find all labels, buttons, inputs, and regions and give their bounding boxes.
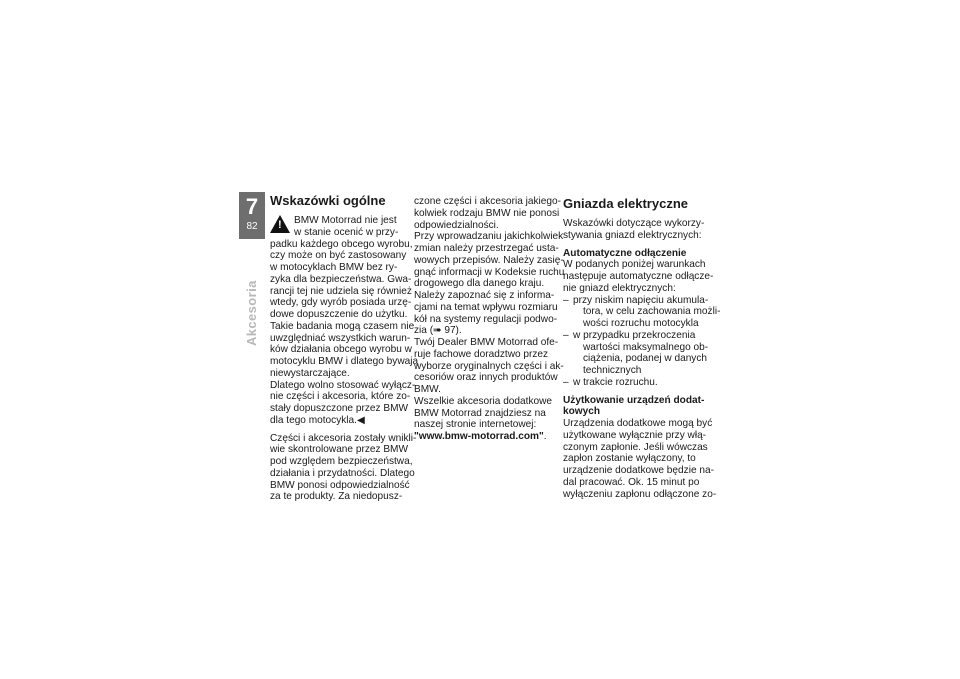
- text-line: niewystarczające.: [270, 367, 350, 379]
- text-line: następuje automatyczne odłącze-: [563, 271, 714, 282]
- text-line: uwzględniać wszystkich warun-: [270, 332, 411, 344]
- text-line: dal pracować. Ok. 15 minut po: [563, 476, 700, 488]
- cross-reference-line: zia (➠ 97).: [414, 325, 462, 337]
- text-line: naszej stronie internetowej:: [414, 419, 537, 431]
- bullet-line: technicznych: [583, 365, 642, 376]
- text-line: wyłączeniu zapłonu odłączone zo-: [563, 488, 717, 500]
- text-line: urządzenie dodatkowe będzie na-: [563, 465, 714, 476]
- text-line: kolwiek rodzaju BMW nie ponosi: [414, 207, 560, 219]
- text-line: zmian należy przestrzegać usta-: [414, 243, 559, 254]
- bullet-line: w trakcie rozruchu.: [573, 376, 658, 388]
- text-line: Urządzenia dodatkowe mogą być: [563, 418, 713, 429]
- text-line: BMW ponosi odpowiedzialność: [270, 479, 410, 491]
- text-line: nie części i akcesoria, które zo-: [270, 391, 411, 403]
- subheading-line: Użytkowanie urządzeń dodat-: [563, 394, 705, 406]
- text-line: ków działania obcego wyrobu w: [270, 344, 412, 356]
- text-line: Wskazówki dotyczące wykorzy-: [563, 218, 705, 229]
- text-line: w motocyklach BMW bez ry-: [270, 262, 398, 273]
- text-line: dowe dopuszczenie do użytku.: [270, 309, 408, 320]
- chapter-number: 7: [245, 194, 259, 219]
- text-line: wie skontrolowane przez BMW: [270, 444, 408, 456]
- text-line: Wszelkie akcesoria dodatkowe: [414, 395, 553, 407]
- bullet-line: tora, w celu zachowania możli-: [583, 306, 721, 318]
- subheading-line: kowych: [563, 406, 601, 418]
- text-line: czonym zapłonie. Jeśli wówczas: [563, 441, 708, 453]
- bullet-line: wości rozruchu motocykla: [583, 318, 699, 329]
- warning-block: [270, 215, 410, 239]
- text-line: stały dopuszczone przez BMW: [270, 403, 409, 414]
- subheading-accessory-use: [563, 395, 703, 419]
- warning-exclamation-icon: !: [278, 219, 282, 231]
- text-line: gnąć informacji w Kodeksie ruchu: [414, 266, 565, 278]
- bullet-line: w przypadku przekroczenia: [573, 329, 696, 341]
- list-item: [563, 294, 721, 330]
- text-line: rancji tej nie udziela się również: [270, 285, 412, 297]
- bullet-dash: –: [563, 376, 569, 388]
- warning-paragraph: [270, 238, 419, 427]
- url-line: [414, 431, 556, 443]
- text-line: nie gniazd elektrycznych:: [563, 282, 676, 294]
- text-line: Twój Dealer BMW Motorrad ofe-: [414, 337, 559, 348]
- text-line: zyka dla bezpieczeństwa. Gwa-: [270, 273, 412, 285]
- text-line: W podanych poniżej warunkach: [563, 259, 706, 271]
- page-number: 82: [246, 221, 258, 232]
- warning-line: BMW Motorrad nie jest: [294, 215, 397, 226]
- column-continuation: [414, 196, 565, 443]
- text-line: drogowego dla danego kraju.: [414, 278, 545, 290]
- text-line: BMW Motorrad znajdziesz na: [414, 407, 546, 419]
- bullet-line: ciążenia, podanej w danych: [583, 353, 708, 365]
- text-line: Dlatego wolno stosować wyłącz-: [270, 379, 416, 391]
- text-line: cesoriów oraz innych produktów: [414, 372, 558, 384]
- text-line: pod względem bezpieczeństwa,: [270, 456, 413, 467]
- text-line: działania i przydatności. Dlatego: [270, 467, 415, 479]
- text-line: Należy zapoznać się z informa-: [414, 290, 555, 301]
- text-line: dla tego motocykla.◀: [270, 414, 365, 426]
- text-line: BMW.: [414, 384, 441, 395]
- text-line: użytkowane wyłącznie przy włą-: [563, 429, 707, 441]
- text-line: padku każdego obcego wyrobu,: [270, 238, 413, 250]
- text-line: Części i akcesoria zostały wnikli-: [270, 432, 417, 444]
- text-line: wowych przepisów. Należy zasię-: [414, 254, 564, 266]
- text-line: wtedy, gdy wyrób posiada urzę-: [270, 297, 412, 309]
- heading-general-notes: Wskazówki ogólne: [270, 193, 386, 208]
- bullet-line: wartości maksymalnego ob-: [583, 341, 709, 353]
- text-line: zapłon zostanie wyłączony, to: [563, 453, 696, 465]
- text-line: czy może on być zastosowany: [270, 250, 407, 262]
- intro-paragraph: [563, 218, 703, 242]
- text-line: wyborze oryginalnych części i ak-: [414, 360, 564, 372]
- website-link[interactable]: "www.bmw-motorrad.com": [414, 431, 544, 442]
- bullet-dash: –: [563, 329, 569, 341]
- column-general-notes: [270, 193, 419, 509]
- parts-paragraph: [270, 432, 417, 504]
- text-line: odpowiedzialności.: [414, 219, 499, 231]
- subheading-auto-disconnect: Automatyczne odłączenie: [563, 247, 687, 259]
- list-item: [563, 329, 709, 377]
- text-line: stywania gniazd elektrycznych:: [563, 229, 702, 241]
- text-line: motocyklu BMW i dlatego bywają: [270, 356, 419, 367]
- text-line: Takie badania mogą czasem nie: [270, 320, 415, 332]
- text-line: kół na systemy regulacji podwo-: [414, 313, 558, 325]
- column-electrical-sockets: [563, 196, 721, 500]
- section-label: Akcesoria: [244, 280, 259, 346]
- text-line: Przy wprowadzaniu jakichkolwiek: [414, 231, 564, 243]
- text-line: ruje fachowe doradztwo przez: [414, 348, 549, 360]
- text-line: cjami na temat wpływu rozmiaru: [414, 301, 558, 313]
- text-line: za te produkty. Za niedopusz-: [270, 491, 403, 503]
- url-period: .: [543, 431, 547, 442]
- bullet-dash: –: [563, 294, 569, 306]
- text-line: czone części i akcesoria jakiego-: [414, 196, 561, 207]
- chapter-tab: [239, 192, 265, 239]
- bullet-line: przy niskim napięciu akumula-: [573, 294, 709, 306]
- warning-line: w stanie ocenić w przy-: [294, 226, 399, 238]
- heading-electrical-sockets: Gniazda elektryczne: [563, 196, 688, 211]
- list-item: [563, 377, 703, 389]
